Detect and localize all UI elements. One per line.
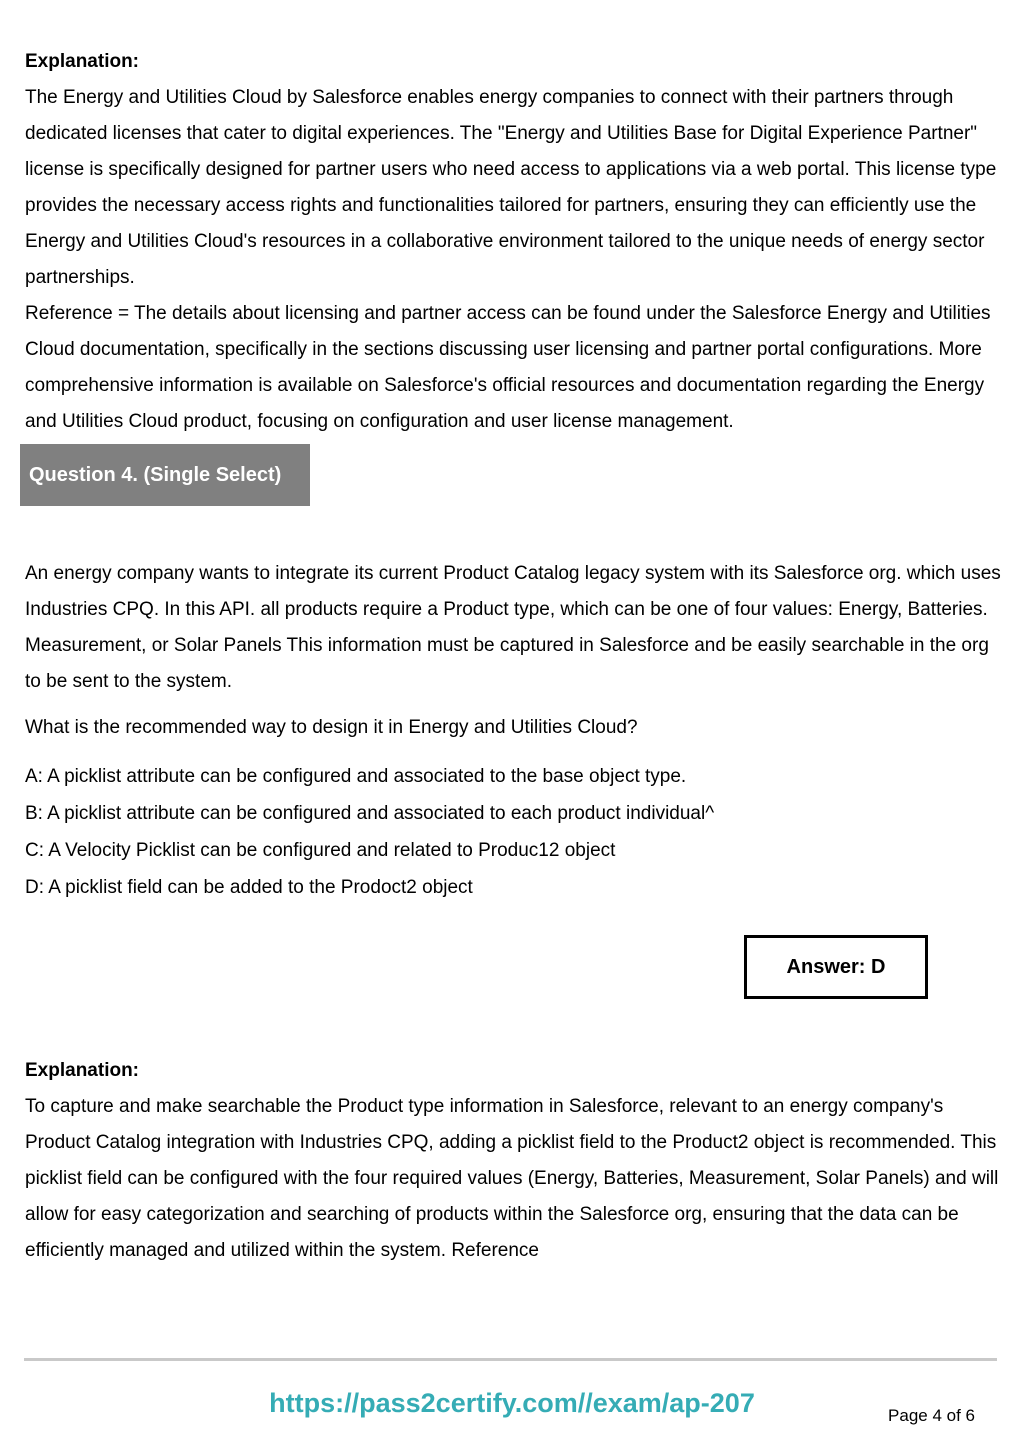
question-body: An energy company wants to integrate its current Product Catalog legacy system with its Salesforce org. which uses Industries CPQ. In this API. all products require a Product type, which can be one of four values: Energy, Batteries. Measurement, or Solar Panels This information must be captured in Salesforce and be easily searchable in the org to be sent to the system. <box>25 563 1001 692</box>
explanation-heading-2: Explanation: <box>25 1060 140 1081</box>
footer-divider <box>24 1358 997 1361</box>
answer-options <box>25 758 999 906</box>
question-label-box <box>20 444 310 506</box>
explanation-paragraph-1: The Energy and Utilities Cloud by Salesforce enables energy companies to connect with their partners through dedicated licenses that cater to digital experiences. The "Energy and Utilities Base for Digital Experience Partner" license is specifically designed for partner users who need access to applications via a web portal. This license type provides the necessary access rights and functionalities tailored for partners, ensuring they can efficiently use the Energy and Utilities Cloud's resources in a collaborative environment tailored to the unique needs of energy sector partnerships. <box>25 87 997 288</box>
explanation-paragraph-2: To capture and make searchable the Product type information in Salesforce, relevant to an energy company's Product Catalog integration with Industries CPQ, adding a picklist field to the Product2 object is recommended. This picklist field can be configured with the four required values (Energy, Batteries, Measurement, Solar Panels) and will allow for easy categorization and searching of products within the Salesforce org, ensuring that the data can be efficiently managed and utilized within the system. Reference <box>25 1096 999 1261</box>
question-prompt: What is the recommended way to design it in Energy and Utilities Cloud? <box>25 717 638 738</box>
footer-link[interactable]: https://pass2certify.com//exam/ap-207 <box>269 1388 755 1418</box>
answer-option-d: D: A picklist field can be added to the Prodoct2 object <box>25 877 473 898</box>
reference-paragraph: Reference = The details about licensing and partner access can be found under the Salesforce Energy and Utilities Cloud documentation, specifically in the sections discussing user licensing and partner portal configurations. More comprehensive information is available on Salesforce's official resources and documentation regarding the Energy and Utilities Cloud product, focusing on configuration and user license management. <box>25 303 991 432</box>
explanation-heading-1: Explanation: <box>25 51 140 72</box>
answer-option-c: C: A Velocity Picklist can be configured and related to Produc12 object <box>25 840 616 861</box>
page-number: Page 4 of 6 <box>888 1406 975 1425</box>
question-label: Question 4. (Single Select) <box>29 463 282 486</box>
answer-box <box>744 935 928 999</box>
answer-option-a: A: A picklist attribute can be configured and associated to the base object type. <box>25 766 687 787</box>
answer-text: Answer: D <box>786 955 886 978</box>
answer-option-b: B: A picklist attribute can be configured and associated to each product individual^ <box>25 803 715 824</box>
